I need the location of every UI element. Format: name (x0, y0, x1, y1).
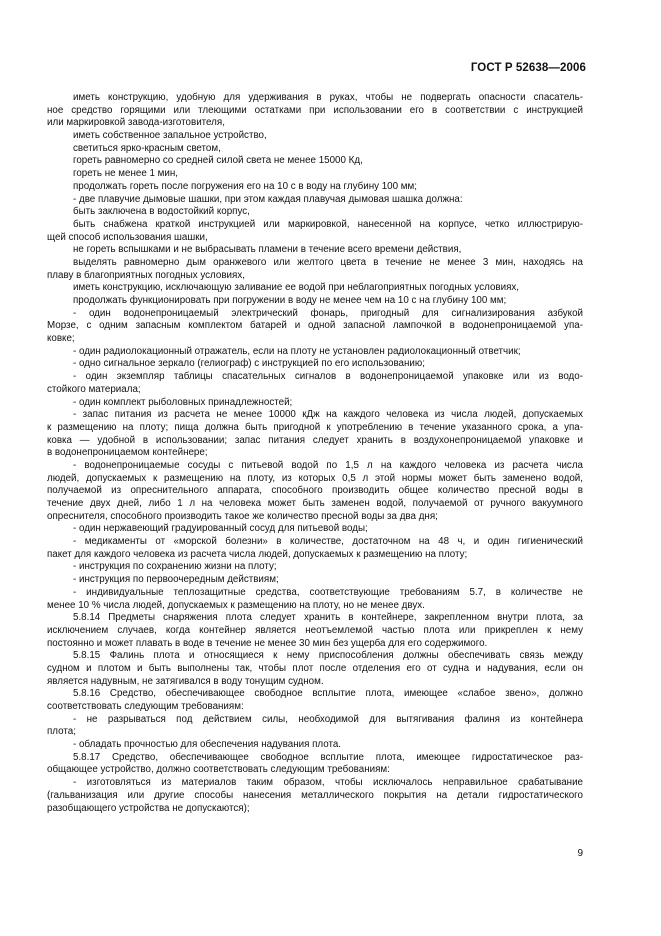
text-line: - медикаменты от «морской болезни» в количестве, достаточном на 48 ч, и один гигиенический (73, 536, 583, 548)
text-line: - две плавучие дымовые шашки, при этом каждая плавучая дымовая шашка должна: (73, 193, 463, 205)
text-line: ное средство горящими или тлеющими остатками при использовании его в соответствии с инструкцией (47, 104, 583, 116)
text-line: 5.8.16 Средство, обеспечивающее свободное всплытие плота, имеющее «слабое звено», должно (73, 688, 583, 700)
text-line: иметь собственное запальное устройство, (73, 130, 267, 142)
text-line: - обладать прочностью для обеспечения надувания плота. (73, 739, 342, 751)
text-line: плаву в благоприятных погодных условиях, (47, 269, 245, 281)
text-line: иметь конструкцию, удобную для удерживания в руках, чтобы не подвергать опасности спасатель- (73, 92, 583, 103)
text-line: продолжать функционировать при погружении в воду не менее чем на 10 с на глубину 100 мм; (73, 295, 507, 306)
text-line: гореть равномерно со средней силой света не менее 15000 Кд, (73, 155, 363, 167)
text-line: менее 10 % числа людей, допускаемых к размещению на плоту, но не менее двух. (47, 599, 425, 611)
text-line: (гальванизация или другие способы нанесения металлического покрытия на детали гидростатического (47, 789, 583, 801)
text-line: - один комплект рыболовных принадлежностей; (73, 396, 293, 408)
page-number: 9 (577, 848, 583, 859)
text-line: - один экземпляр таблицы спасательных сигналов в водонепроницаемой упаковке или из водо- (73, 371, 583, 383)
text-line: людей, допускаемых к размещению на плоту, из которых 0,5 л этой нормы может быть заменено водой, (47, 472, 583, 484)
text-line: - одно сигнальное зеркало (гелиограф) с инструкцией по его использованию; (73, 358, 425, 370)
text-line: является надувным, не затягивался в воду тонущим судном. (47, 675, 324, 687)
document-body (47, 92, 583, 815)
text-line: стойкого материала; (47, 383, 141, 395)
text-line: - не разрываться под действием силы, необходимой для вытягивания фалиня из контейнера (73, 713, 583, 725)
text-line: быть снабжена краткой инструкцией или маркировкой, нанесенной на корпусе, четко иллюстрирую- (73, 218, 583, 230)
text-line: исключением случаев, когда контейнер является неотъемлемой частью плота или прикреплен к нему (47, 624, 583, 636)
text-line: течение двух дней, либо 1 л на человека может быть заменен водой, получаемой от ручного вакуумного (47, 498, 583, 509)
text-line: плота; (47, 726, 76, 738)
text-line: постоянно и может плавать в воде в течение не менее 30 мин без ущерба для его содержимого. (47, 637, 488, 649)
text-line: получаемой из опреснительного аппарата, способного производить общее количество пресной воды в (47, 485, 583, 497)
text-line: - инструкция по первоочередным действиям; (73, 574, 279, 586)
text-line: - индивидуальные теплозащитные средства, соответствующие требованиям 5.7, в количестве не (73, 586, 583, 598)
text-line: - инструкция по сохранению жизни на плоту; (73, 561, 277, 573)
text-line: не гореть вспышками и не выбрасывать пламени в течение всего времени действия, (73, 244, 462, 256)
text-line: пакет для каждого человека из расчета числа людей, допускаемых к размещению на плоту; (47, 548, 468, 560)
text-line: иметь конструкцию, исключающую заливание ее водой при неблагоприятных погодных условиях, (73, 282, 519, 294)
text-line: или маркировкой завода-изготовителя, (47, 117, 225, 129)
text-line: продолжать гореть после погружения его на 10 с в воду на глубину 100 мм; (73, 180, 417, 192)
text-line: судном и плотом и быть выполнены так, чтобы плот после отделения его от судна и надувания, если он (47, 662, 583, 674)
text-line: ковке; (47, 333, 75, 345)
document-header: ГОСТ Р 52638—2006 (470, 62, 586, 74)
text-line: выделять равномерно дым оранжевого или желтого цвета в течение не менее 3 мин, находясь на (73, 256, 583, 268)
text-line: соответствовать следующим требованиям: (47, 701, 244, 712)
text-line: гореть не менее 1 мин, (73, 168, 178, 180)
text-line: разобщающего устройства не допускаются); (47, 802, 250, 814)
text-line: 5.8.15 Фалинь плота и относящиеся к нему приспособления должны обеспечивать связь между (73, 650, 583, 662)
text-line: - один нержавеющий градуированный сосуд для питьевой воды; (73, 523, 368, 535)
text-line: 5.8.17 Средство, обеспечивающее свободное всплытие плота, имеющее гидростатическое раз- (73, 751, 583, 763)
text-line: общающее устройство, должно соответствовать следующим требованиям: (47, 764, 390, 776)
text-line: к размещению на плоту; пища должна быть пригодной к употреблению в течение указанного срока, а упа- (47, 421, 583, 433)
text-line: - один водонепроницаемый электрический фонарь, пригодный для сигнализирования азбукой (73, 307, 583, 319)
text-line: - один радиолокационный отражатель, если на плоту не установлен радиолокационный ответчик; (73, 345, 521, 357)
text-line: ковка — удобной в использовании; запас питания следует хранить в воздухонепроницаемой упаковке и (47, 434, 583, 446)
text-line: в водонепроницаемом контейнере; (47, 447, 208, 459)
text-line: светиться ярко-красным светом, (73, 142, 221, 154)
text-line: Морзе, с одним запасным комплектом батарей и одной запасной лампочкой в водонепроницаемой упа- (47, 320, 583, 332)
text-line: быть заключена в водостойкий корпус, (73, 206, 250, 218)
text-line: - запас питания из расчета не менее 10000 кДж на каждого человека из числа людей, допускаемых (73, 409, 583, 421)
text-line: 5.8.14 Предметы снаряжения плота следует хранить в контейнере, закрепленном внутри плота, за (73, 612, 583, 624)
text-line: щей способ использования шашки, (47, 231, 208, 243)
text-line: - водонепроницаемые сосуды с питьевой водой по 1,5 л на каждого человека из расчета числа (73, 459, 583, 471)
text-line: опреснителя, способного производить такое же количество пресной воды за два дня; (47, 510, 438, 522)
text-line: - изготовляться из материалов таким образом, чтобы исключалось неправильное срабатывание (73, 777, 583, 789)
